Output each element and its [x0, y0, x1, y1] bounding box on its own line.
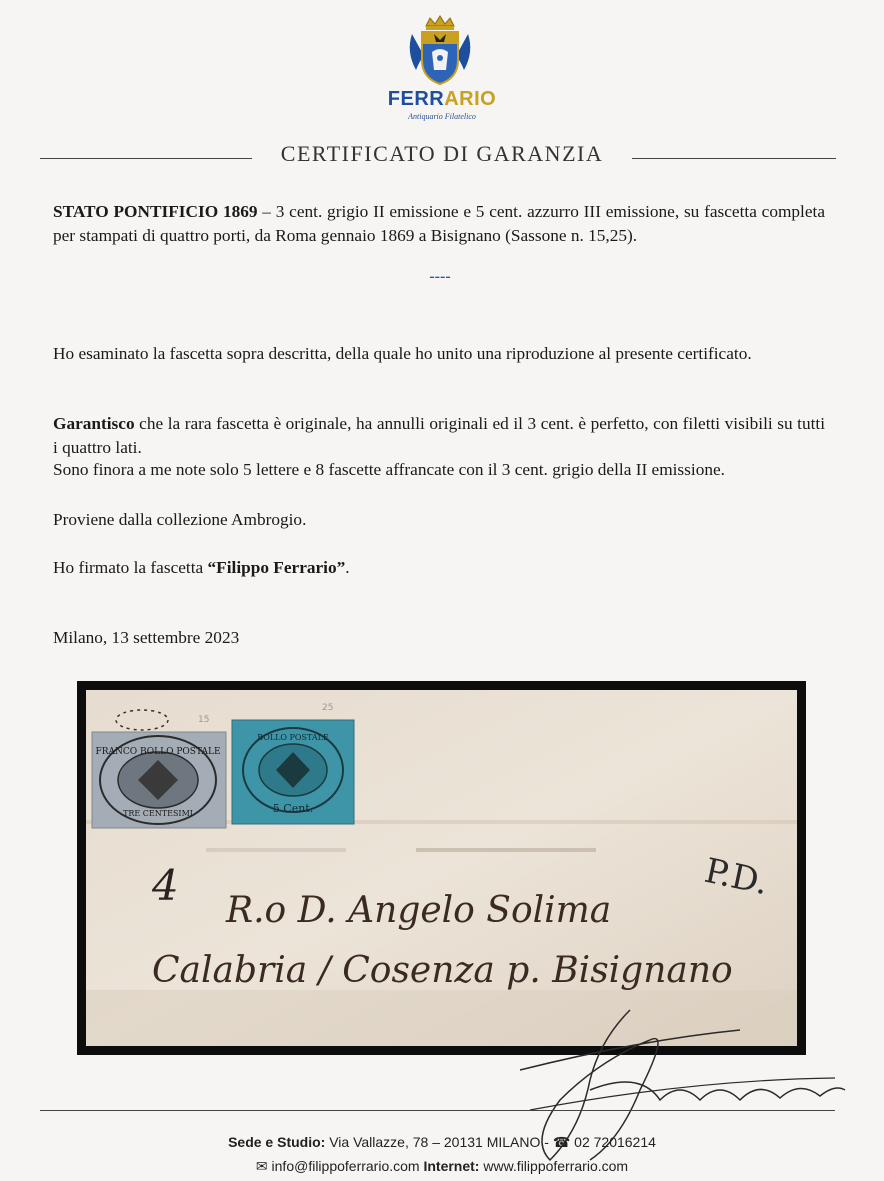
guarantee-keyword: Garantisco — [53, 414, 135, 433]
guarantee-statement — [53, 412, 825, 460]
signature-statement: Ho firmato la fascetta “Filippo Ferrario”. — [53, 558, 350, 577]
address-line-2: Calabria / Cosenza p. Bisignano — [152, 950, 733, 991]
brand-tagline: Antiquario Filatelico — [408, 112, 476, 121]
guarantee-text: che la rara fascetta è originale, ha annulli originali ed il 3 cent. è perfetto, con filetti visibili su tutti i quattro lati. — [53, 414, 825, 457]
cover-image — [86, 690, 797, 1046]
certificate-title: CERTIFICATO DI GARANZIA — [280, 141, 604, 166]
footer-address-line — [0, 1134, 884, 1151]
stamp-5-cent-blue — [232, 720, 354, 824]
stamp1-inscription-top: FRANCO BOLLO POSTALE — [95, 747, 221, 757]
website-link[interactable]: www.filippoferrario.com — [479, 1158, 629, 1174]
phone-number: 02 72016214 — [570, 1134, 656, 1150]
item-description — [53, 200, 825, 248]
title-rule-right — [632, 158, 836, 159]
envelope-icon: ✉ — [255, 1158, 268, 1174]
internet-label: Internet: — [423, 1158, 480, 1174]
footer-contact-line — [0, 1158, 884, 1175]
title-rule-left — [40, 158, 252, 159]
signer-name: “Filippo Ferrario” — [207, 558, 346, 577]
separator: ---- — [429, 268, 451, 285]
studio-label: Sede e Studio: — [228, 1134, 326, 1150]
email-link[interactable]: info@filippoferrario.com — [267, 1158, 424, 1174]
manuscript-numeral: 4 — [152, 861, 179, 910]
place-date: Milano, 13 settembre 2023 — [53, 628, 240, 647]
item-heading: STATO PONTIFICIO 1869 — [53, 202, 258, 221]
rarity-statement: Sono finora a me note solo 5 lettere e 8 fascette affrancate con il 3 cent. grigio della II emissione. — [53, 460, 725, 479]
item-description-text: – 3 cent. grigio II emissione e 5 cent. azzurro III emissione, su fascetta completa per stampati di quattro porti, da Roma gennaio 1869 a Bisignano (Sassone n. 15,25). — [53, 202, 825, 245]
brand-name: FERRARIO — [387, 88, 497, 110]
pencil-note-2: 25 — [322, 703, 334, 713]
stamp2-inscription-top: BOLLO POSTALE — [257, 733, 329, 742]
pd-postmark: P.D. — [701, 850, 772, 904]
examination-statement: Ho esaminato la fascetta sopra descritta, della quale ho unito una riproduzione al presente certificato. — [53, 344, 752, 363]
provenance-statement: Proviene dalla collezione Ambrogio. — [53, 510, 307, 529]
pencil-note-1: 15 — [198, 715, 210, 725]
phone-fax-icon: ☎ — [552, 1134, 571, 1150]
address-line-1: R.o D. Angelo Solima — [226, 890, 612, 931]
studio-address: Via Vallazze, 78 – 20131 MILANO - — [325, 1134, 553, 1150]
footer-rule — [40, 1110, 835, 1111]
stamp2-value: 5 Cent. — [272, 802, 314, 815]
stamp1-inscription-bottom: TRE CENTESIMI — [123, 809, 193, 818]
ferrario-crest-logo — [402, 12, 478, 88]
